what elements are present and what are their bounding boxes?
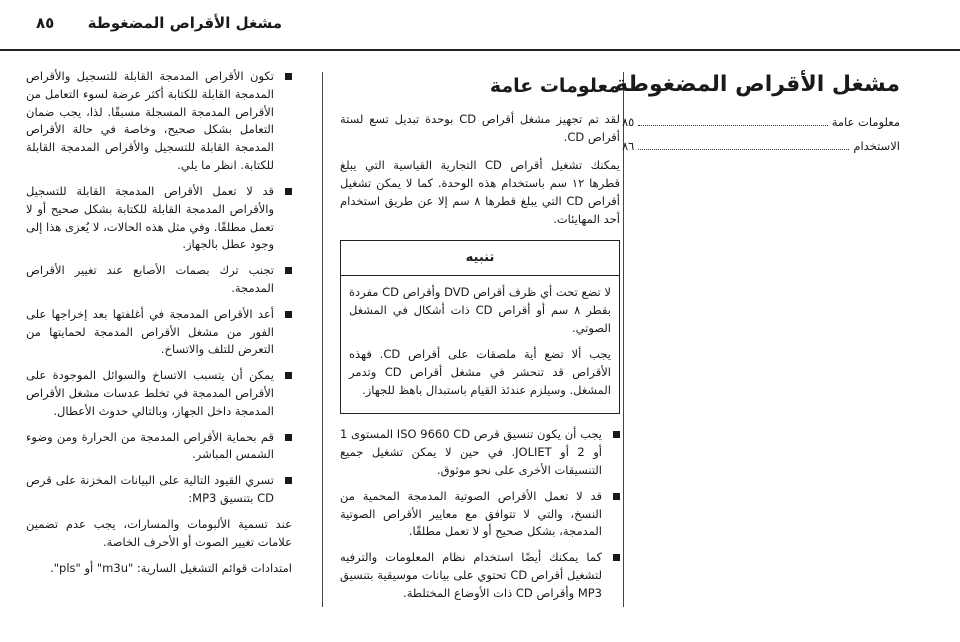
list-item: يجب أن يكون تنسيق قرص ISO 9660 CD المستوى 1 أو 2 أو JOLIET. في حين لا يمكن تشغيل جميع التنسيقات الأخرى على نحو موثوق. [340, 426, 620, 479]
toc-item-label: معلومات عامة [831, 115, 900, 129]
general-info-column [340, 72, 620, 611]
header-page-number: ٨٥ [36, 14, 55, 32]
square-bullet-icon [613, 431, 620, 438]
list-item: قد لا تعمل الأقراص المدمجة القابلة للتسجيل والأقراص المدمجة القابلة للكتابة بشكل صحيح أو لا تعمل مطلقًا. وفي مثل هذه الحالات، لا يُعزى هذا إلى وجود عطل بالجهاز. [26, 183, 292, 254]
notice-box [340, 240, 620, 414]
header-rule [0, 49, 960, 51]
section-title: معلومات عامة [489, 75, 620, 97]
list-item: تجنب ترك بصمات الأصابع عند تغيير الأقراص المدمجة. [26, 262, 292, 298]
square-bullet-icon [285, 188, 292, 195]
header-title: مشغل الأقراص المضغوطة [87, 14, 282, 32]
list-item: أعد الأقراص المدمجة في أغلفتها بعد إخراجها على الفور من مشغل الأقراص المدمجة لحمايتها من التعرض للتلف والاتساخ. [26, 306, 292, 359]
toc-item-page: ٨٦ [622, 139, 635, 153]
chapter-toc-column [614, 72, 900, 163]
toc-item-page: ٨٥ [622, 115, 635, 129]
bullet-list [26, 68, 292, 508]
toc-item-general[interactable] [622, 115, 900, 129]
square-bullet-icon [285, 372, 292, 379]
paragraph: لقد تم تجهيز مشغل أقراص CD بوحدة تبديل تسع لستة أقراص CD. [340, 112, 621, 145]
list-item: قم بحماية الأقراص المدمجة من الحرارة ومن وضوء الشمس المباشر. [26, 429, 292, 465]
notice-paragraph: يجب ألا تضع أية ملصقات على أقراص CD. فهذه الأقراص قد تنحشر في مشغل أقراص CD وتدمر المشغل. وسيلزم عندئذ القيام باستبدال باهظ للجهاز. [349, 346, 612, 397]
square-bullet-icon [285, 73, 292, 80]
square-bullet-icon [613, 493, 620, 500]
list-item: تكون الأقراص المدمجة القابلة للتسجيل والأقراص المدمجة القابلة للكتابة أكثر عرضة لسوء التعامل من الأقراص المدمجة المسجلة مسبقًا. لذا، يجب ضمان التعامل بشكل صحيح، وخاصة في حالة الأقراص المدمجة القابلة للتسجيل والأقراص المدمجة القابلة للكتابة. انظر ما يلي. [26, 68, 292, 175]
page-header [0, 0, 960, 46]
toc-item-usage[interactable] [622, 139, 900, 153]
toc-item-label: الاستخدام [853, 139, 900, 153]
notice-paragraph: لا تضع تحت أي ظرف أقراص DVD وأقراص CD مفردة بقطر ٨ سم أو أقراص CD ذات أشكال في المشغل الصوتي. [349, 285, 612, 336]
square-bullet-icon [285, 434, 292, 441]
list-item: يمكن أن يتسبب الاتساخ والسوائل الموجودة على الأقراص المدمجة في تخلط عدسات مشغل الأقراص المدمجة داخل الجهاز، وبالتالي حدوث الأعطال. [26, 367, 292, 420]
paragraph: يمكنك تشغيل أقراص CD التجارية القياسية التي يبلغ قطرها ١٢ سم باستخدام هذه الوحدة. كما لا يمكن تشغيل أقراص CD التي يبلغ قطرها ٨ سم إلا عن طريق استخدام أحد المهايئات. [340, 158, 620, 226]
notice-heading: تنبيه [341, 241, 619, 276]
square-bullet-icon [285, 311, 292, 318]
square-bullet-icon [285, 477, 292, 484]
toc-leader-dots [638, 125, 827, 126]
list-item: تسري القيود التالية على البيانات المخزنة على قرص CD بتنسيق MP3: [26, 472, 292, 508]
list-item: كما يمكنك أيضًا استخدام نظام المعلومات والترفيه لتشغيل أقراص CD تحتوي على بيانات موسيقية بتنسيق MP3 وأقراص CD ذات الأوضاع المختلطة. [340, 549, 620, 602]
square-bullet-icon [613, 554, 620, 561]
toc-leader-dots [638, 149, 849, 150]
column-divider-left [322, 72, 323, 607]
chapter-title: مشغل الأقراص المضغوطة [614, 72, 900, 97]
paragraph: امتدادات قوائم التشغيل السارية: "m3u" أو "pls". [50, 560, 292, 575]
bullet-list [340, 426, 620, 602]
handling-notes-column [26, 68, 292, 585]
square-bullet-icon [285, 267, 292, 274]
list-item: قد لا تعمل الأقراص الصوتية المدمجة المحمية من النسخ، والتي لا تتوافق مع معايير الأقراص الصوتية المدمجة، بشكل صحيح أو لا تعمل مطلقًا. [340, 488, 620, 541]
notice-body [341, 276, 619, 413]
paragraph: عند تسمية الألبومات والمسارات، يجب عدم تضمين علامات تغيير الصوت أو الأحرف الخاصة. [26, 516, 292, 549]
